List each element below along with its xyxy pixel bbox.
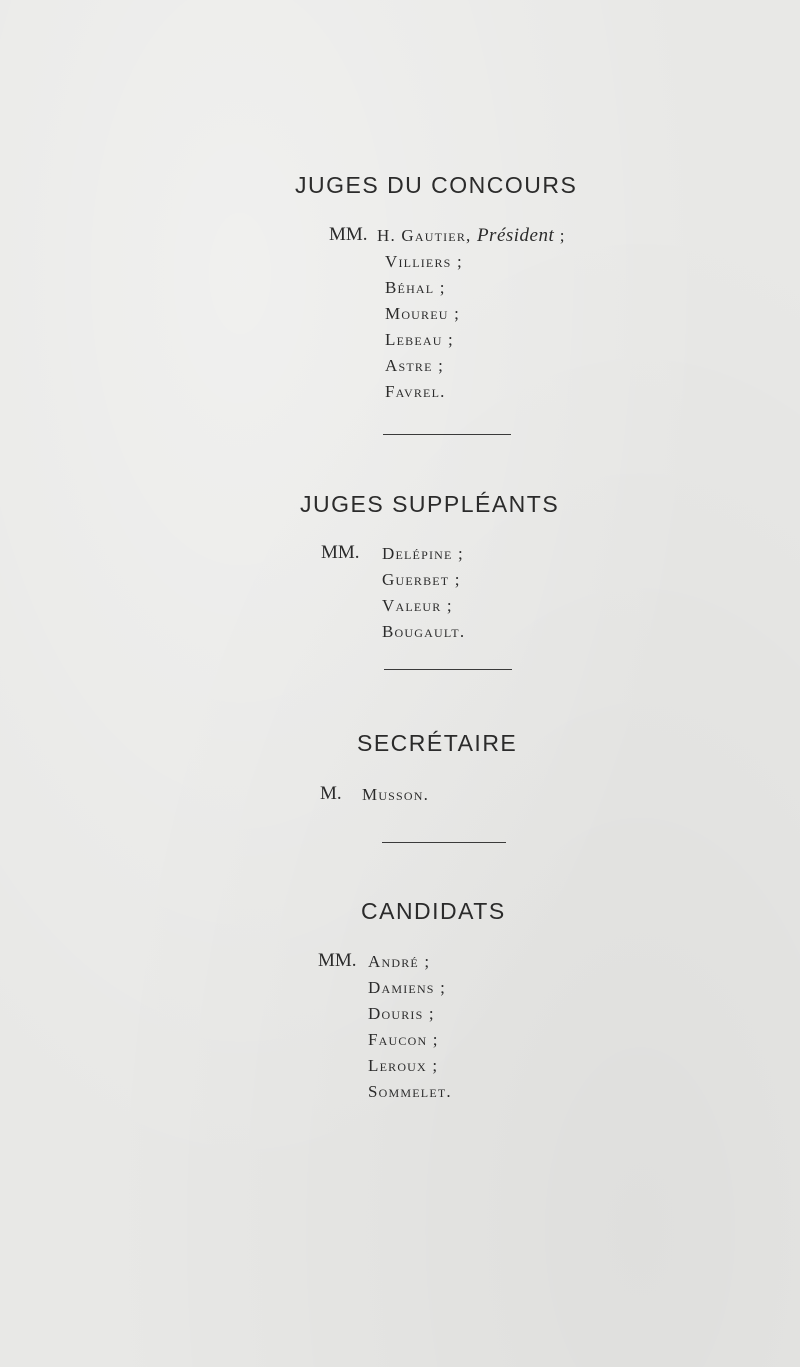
juge-item: Villiers ; [385, 252, 463, 271]
secretaire-heading: SECRÉTAIRE [357, 730, 518, 756]
candidats-list [368, 949, 452, 1105]
juges-heading: JUGES DU CONCOURS [295, 172, 578, 198]
juges-list [377, 223, 566, 405]
suppleants-list [382, 541, 465, 645]
candidat-item: Douris ; [368, 1004, 435, 1023]
candidat-item: Faucon ; [368, 1030, 439, 1049]
section-divider [383, 434, 511, 435]
candidat-item: Damiens ; [368, 978, 447, 997]
candidats-prefix: MM. [318, 950, 357, 971]
section-divider [382, 842, 506, 843]
juge-item: Astre ; [385, 356, 444, 375]
secretaire-list [362, 782, 429, 808]
section-divider [384, 669, 512, 670]
suppleant-item: Guerbet ; [382, 570, 461, 589]
juge-item: Lebeau ; [385, 330, 454, 349]
suppleant-item: Bougault. [382, 622, 466, 641]
juge-item: Béhal ; [385, 278, 446, 297]
suppleant-item: Delépine ; [382, 544, 464, 563]
candidats-heading: CANDIDATS [361, 898, 506, 924]
juge-suffix: ; [554, 226, 566, 245]
suppleants-prefix: MM. [321, 542, 360, 563]
secretaire-prefix: M. [320, 783, 342, 804]
juge-title: Président [476, 225, 555, 246]
juge-item-president [377, 223, 566, 249]
juge-name: H. Gautier, [377, 226, 472, 245]
suppleants-heading: JUGES SUPPLÉANTS [300, 491, 560, 517]
suppleant-item: Valeur ; [382, 596, 453, 615]
candidat-item: Sommelet. [368, 1082, 452, 1101]
secretaire-name: Musson. [362, 785, 430, 804]
juge-item: Moureu ; [385, 304, 461, 323]
juge-item: Favrel. [385, 382, 446, 401]
candidat-item: André ; [368, 952, 431, 971]
candidat-item: Leroux ; [368, 1056, 439, 1075]
juges-prefix: MM. [329, 224, 368, 245]
